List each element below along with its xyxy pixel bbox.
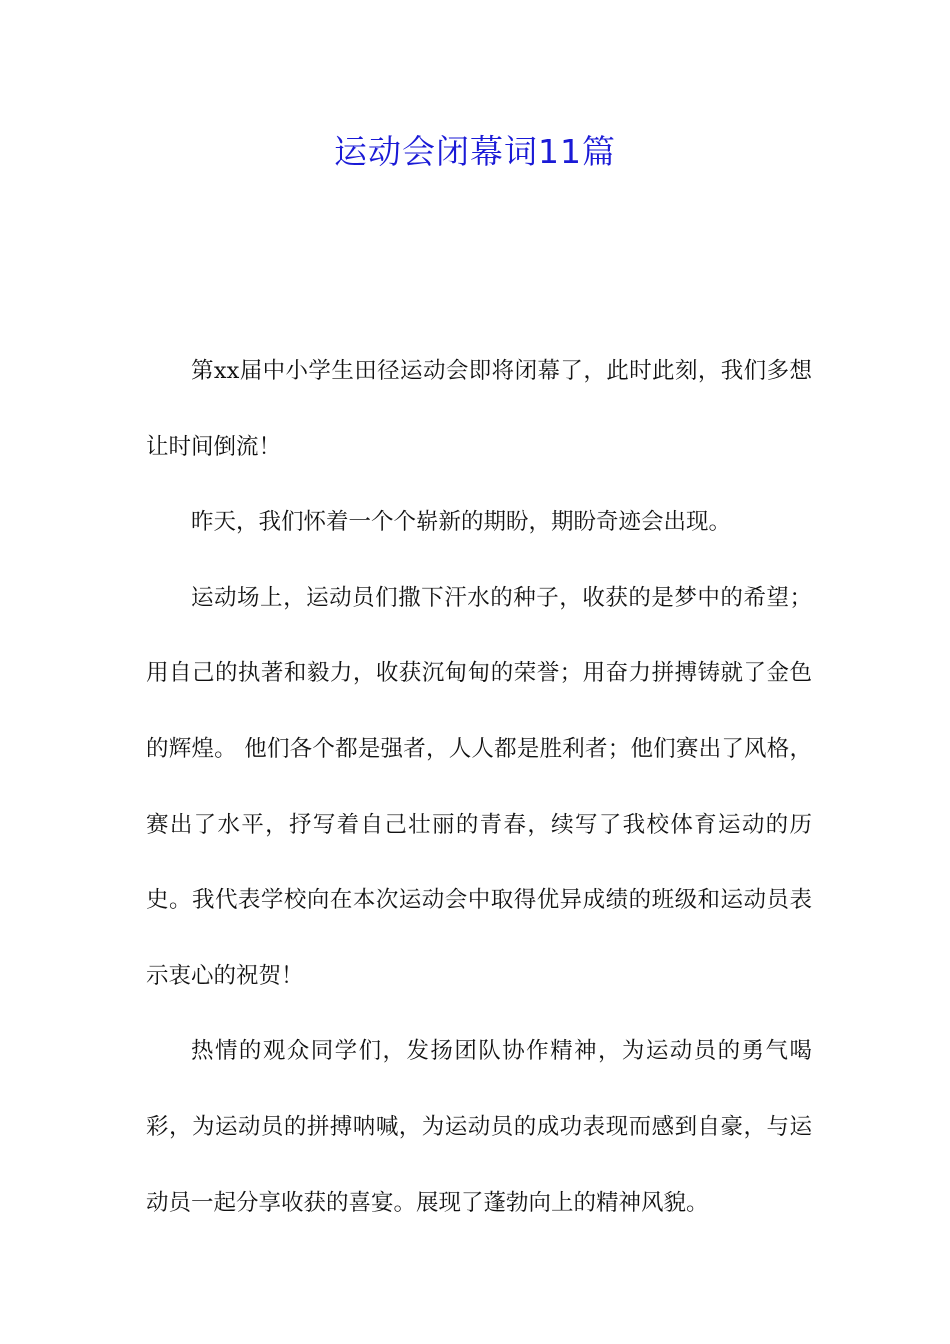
paragraph-3: 运动场上，运动员们撒下汗水的种子，收获的是梦中的希望；用自己的执著和毅力，收获沉甸甸的荣誉；用奋力拼搏铸就了金色的辉煌。 他们各个都是强者，人人都是胜利者；他们赛出了风格，赛出了水平，抒写着自己壮丽的青春，续写了我校体育运动的历史。我代表学校向在本次运动会中取得优异成绩的班级和运动员表示衷心的祝贺！ bbox=[146, 584, 812, 989]
document-body bbox=[146, 334, 812, 1241]
paragraph-1: 第xx届中小学生田径运动会即将闭幕了，此时此刻，我们多想让时间倒流！ bbox=[146, 358, 812, 460]
document-title: 运动会闭幕词11篇 bbox=[334, 132, 616, 171]
paragraph-2: 昨天，我们怀着一个个崭新的期盼，期盼奇迹会出现。 bbox=[191, 509, 732, 536]
paragraph-4: 热情的观众同学们，发扬团队协作精神，为运动员的勇气喝彩，为运动员的拼搏呐喊，为运动员的成功表现而感到自豪，与运动员一起分享收获的喜宴。展现了蓬勃向上的精神风貌。 bbox=[146, 1038, 812, 1216]
